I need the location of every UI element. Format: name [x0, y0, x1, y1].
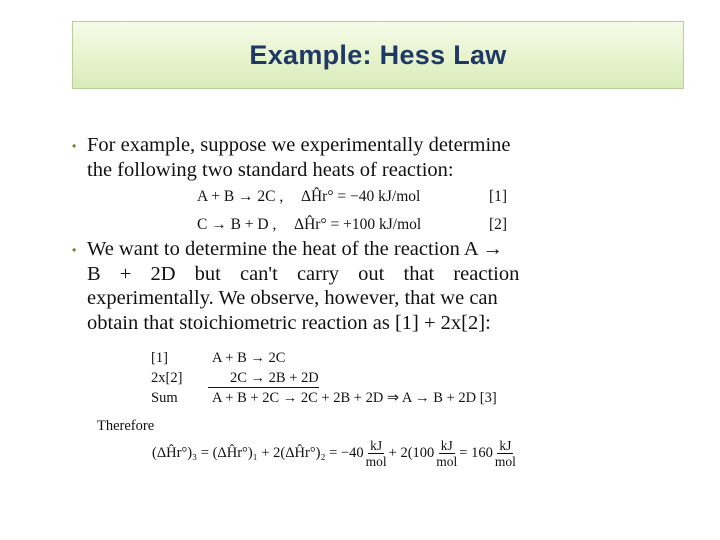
unit-numerator: kJ	[499, 438, 512, 453]
text-line: B + 2D but can't carry out that reaction	[87, 262, 520, 285]
combination-expr: A + B + 2C → 2C + 2B + 2D ⇒ A → B + 2D [3]	[212, 390, 497, 406]
title-banner	[72, 21, 684, 89]
final-formula	[152, 438, 518, 469]
unit-fraction	[366, 438, 387, 469]
reaction-equation: A + B → 2C ,	[197, 188, 284, 205]
reaction-enthalpy: ΔĤr° = −40 kJ/mol	[301, 188, 421, 205]
bullet-paragraph-2	[87, 237, 615, 335]
formula-mid: + 2(100	[388, 445, 435, 461]
text-line: the following two standard heats of reaction:	[87, 158, 454, 181]
unit-fraction	[436, 438, 457, 469]
unit-denominator: mol	[436, 454, 458, 469]
reaction-tag: [2]	[489, 216, 508, 233]
unit-numerator: kJ	[370, 438, 383, 453]
formula-result: = 160	[459, 445, 493, 461]
formula-lhs: (ΔĤr°)₃ = (ΔĤr°)₁ + 2(ΔĤr°)₂ = −40	[152, 445, 364, 461]
combination-label: 2x[2]	[151, 370, 183, 386]
combination-expr: A + B → 2C	[212, 350, 286, 366]
reaction-tag: [1]	[489, 188, 508, 205]
bullet-paragraph-1	[87, 133, 615, 182]
text-line: We want to determine the heat of the reaction A →	[87, 238, 504, 260]
text-line: experimentally. We observe, however, that we can	[87, 287, 498, 309]
text-line: obtain that stoichiometric reaction as [1] + 2x[2]:	[87, 311, 491, 334]
reaction-equation: C → B + D ,	[197, 216, 277, 233]
unit-numerator: kJ	[440, 438, 453, 453]
bullet-icon: •	[72, 243, 77, 257]
therefore-label: Therefore	[97, 418, 155, 434]
unit-fraction	[495, 438, 516, 469]
reaction-1	[197, 188, 508, 206]
unit-denominator: mol	[365, 454, 387, 469]
unit-denominator: mol	[494, 454, 516, 469]
combination-label: [1]	[151, 350, 168, 366]
reaction-2	[197, 216, 508, 234]
combination-expr: 2C → 2B + 2D	[208, 370, 319, 388]
bullet-icon: •	[72, 139, 77, 153]
combination-label: Sum	[151, 390, 178, 406]
combination-expr-underlined	[208, 370, 319, 388]
reaction-enthalpy: ΔĤr° = +100 kJ/mol	[294, 216, 422, 233]
slide-title: Example: Hess Law	[249, 40, 507, 70]
text-line: For example, suppose we experimentally determine	[87, 134, 511, 156]
